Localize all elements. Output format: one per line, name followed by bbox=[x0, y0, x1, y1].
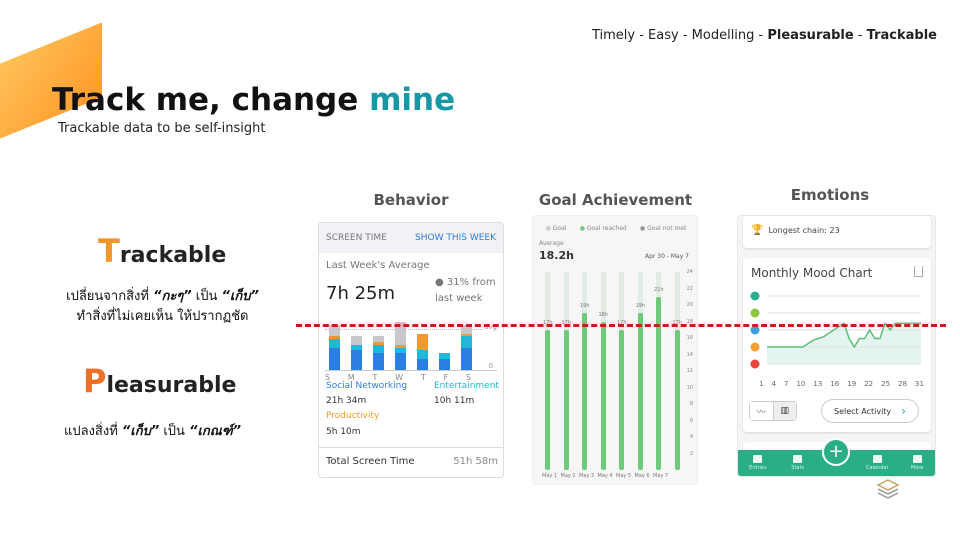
mood-face-icon bbox=[751, 292, 760, 301]
avg-time: 7h 25m bbox=[326, 283, 396, 304]
column-title-behavior: Behavior bbox=[373, 191, 449, 209]
goal-bar bbox=[545, 330, 550, 470]
goal-bar bbox=[619, 330, 624, 470]
select-activity-button[interactable]: Select Activity › bbox=[821, 399, 919, 423]
goal-x-label: May 5 bbox=[616, 473, 632, 479]
screen-time-bar-social bbox=[439, 359, 450, 370]
screen-time-bar-social bbox=[329, 348, 340, 370]
goal-y-tick: 8 bbox=[689, 401, 693, 407]
nav-item-pleasurable: Pleasurable bbox=[767, 28, 854, 43]
screen-time-bar-social bbox=[351, 350, 362, 370]
goal-value-label: 19h bbox=[635, 303, 646, 310]
goal-x-label: May 4 bbox=[597, 473, 613, 479]
screen-time-bar-productivity bbox=[373, 342, 384, 345]
screen-time-bar-entertainment bbox=[417, 350, 428, 358]
cat-entertainment-value: 10h 11m bbox=[434, 396, 475, 406]
screen-time-bar-entertainment bbox=[439, 353, 450, 359]
day-label: F bbox=[443, 373, 449, 382]
goal-value-label: 17h bbox=[617, 319, 627, 326]
goal-bar bbox=[638, 313, 643, 470]
goal-value-label: 19h bbox=[580, 303, 590, 310]
day-label: T bbox=[372, 373, 378, 382]
mood-chart bbox=[743, 288, 931, 380]
longest-chain-card bbox=[743, 216, 931, 248]
mood-area bbox=[767, 323, 921, 364]
add-entry-button[interactable]: + bbox=[822, 438, 850, 466]
goal-legend-item: ● Goal bbox=[545, 225, 567, 232]
goal-x-label: May 1 bbox=[542, 473, 558, 479]
longest-chain-label: Longest chain: 23 bbox=[768, 226, 840, 235]
goal-legend-item: ● Goal reached bbox=[579, 225, 627, 232]
screen-time-bar-productivity bbox=[395, 345, 406, 348]
goal-avg-label: Average bbox=[539, 240, 564, 247]
goal-y-tick: 14 bbox=[686, 351, 693, 358]
screen-time-bar-social bbox=[373, 353, 384, 370]
goal-bar bbox=[656, 297, 661, 470]
tab-stats[interactable]: Stats bbox=[784, 455, 812, 471]
nav-item: - bbox=[853, 28, 867, 43]
nav-item: Timely - Easy - Modelling - bbox=[591, 28, 768, 43]
screen-time-bar-productivity bbox=[417, 334, 428, 351]
goal-value-label: 21h bbox=[654, 286, 664, 293]
page-title: Track me, change mine bbox=[52, 82, 456, 118]
mood-face-icon bbox=[751, 343, 760, 352]
chart-type-toggle bbox=[749, 401, 797, 421]
title-accent: mine bbox=[369, 82, 456, 118]
pleasurable-desc: แปลงสิ่งที่ “เก็บ” เป็น “เกณฑ์” bbox=[63, 424, 242, 439]
tab-entries[interactable]: Entries bbox=[744, 455, 772, 471]
screen-time-panel bbox=[318, 222, 504, 478]
screen-time-bar-social bbox=[395, 353, 406, 370]
axis-avg-label: avg bbox=[484, 323, 497, 331]
goal-y-tick: 10 bbox=[686, 384, 693, 391]
emotions-panel bbox=[737, 215, 936, 477]
goal-y-tick: 16 bbox=[686, 335, 693, 341]
tab-icon bbox=[873, 455, 882, 463]
screen-time-bar-entertainment bbox=[461, 336, 472, 347]
cat-entertainment-label: Entertainment bbox=[434, 381, 499, 391]
tab-icon bbox=[793, 455, 802, 463]
cat-productivity-value: 5h 10m bbox=[326, 427, 361, 437]
goal-x-label: May 2 bbox=[560, 473, 576, 479]
goal-bar bbox=[564, 330, 569, 470]
goal-legend bbox=[539, 225, 693, 232]
goal-y-tick: 4 bbox=[689, 434, 693, 440]
day-label: M bbox=[347, 373, 355, 382]
mood-x-tick: 22 bbox=[864, 380, 874, 388]
mood-x-tick: 10 bbox=[796, 380, 806, 388]
tab-calendar[interactable]: Calendar bbox=[863, 455, 891, 471]
mood-face-icon bbox=[751, 360, 760, 369]
mood-x-axis bbox=[759, 380, 924, 388]
pct-change: ● 31% from last week bbox=[435, 277, 496, 304]
goal-y-tick: 6 bbox=[689, 417, 693, 424]
tab-icon bbox=[753, 455, 762, 463]
cat-social-value: 21h 34m bbox=[326, 396, 367, 406]
avg-label: Last Week's Average bbox=[326, 260, 430, 271]
nav-item-trackable: Trackable bbox=[866, 28, 937, 43]
mood-chart-card bbox=[743, 258, 931, 432]
page-subtitle: Trackable data to be self-insight bbox=[58, 121, 266, 136]
trackable-heading: Trackable bbox=[98, 232, 227, 270]
change-icon: ● bbox=[435, 277, 444, 288]
goal-avg-value: 18.2h bbox=[539, 249, 574, 262]
share-icon[interactable] bbox=[914, 266, 923, 277]
mood-x-tick: 7 bbox=[783, 380, 789, 388]
tab-more[interactable]: More bbox=[903, 455, 931, 471]
mood-x-tick: 1 bbox=[759, 380, 764, 388]
goal-bar bbox=[582, 313, 587, 470]
cat-productivity-label: Productivity bbox=[326, 411, 380, 421]
goal-y-tick: 20 bbox=[686, 302, 693, 308]
column-title-emotions: Emotions bbox=[790, 186, 870, 204]
goal-x-label: May 3 bbox=[579, 473, 595, 479]
screen-time-bar-entertainment bbox=[373, 345, 384, 353]
day-label: S bbox=[325, 373, 331, 382]
trophy-icon: 🏆 bbox=[751, 225, 764, 236]
goal-bar bbox=[601, 322, 606, 471]
day-label: T bbox=[420, 373, 426, 382]
screen-time-bar-social bbox=[461, 348, 472, 370]
bar-icon[interactable]: ▥ bbox=[774, 402, 797, 420]
tab-icon bbox=[913, 455, 922, 463]
goal-date-range: Apr 30 - May 7 bbox=[644, 253, 689, 260]
screen-time-bar-other bbox=[351, 336, 362, 344]
total-screen-time-row[interactable]: Total Screen Time 51h 58m bbox=[319, 447, 504, 467]
goal-y-tick: 22 bbox=[686, 285, 693, 292]
goal-value-label: 17h bbox=[543, 319, 553, 326]
goal-y-tick: 12 bbox=[686, 368, 693, 374]
dashed-divider bbox=[296, 324, 946, 327]
mood-x-tick: 4 bbox=[771, 380, 776, 388]
goal-value-label: 18h bbox=[598, 311, 609, 318]
topic-nav bbox=[592, 28, 937, 43]
mood-x-tick: 16 bbox=[830, 380, 840, 388]
mood-chart-title: Monthly Mood Chart bbox=[751, 266, 873, 280]
goal-value-label: 17h bbox=[561, 319, 572, 326]
cat-social-label: Social Networking bbox=[326, 381, 408, 391]
mood-x-tick: 13 bbox=[813, 380, 823, 388]
goal-bar bbox=[675, 330, 680, 470]
pleasurable-heading: Pleasurable bbox=[83, 362, 237, 400]
trackable-desc: เปลี่ยนจากสิ่งที่ “กะๆ” เป็น “เก็บ” ทำสิ่งที่ไม่เคยเห็น ให้ปรากฏชัด bbox=[66, 289, 259, 324]
goal-y-tick: 24 bbox=[686, 269, 693, 275]
chevron-right-icon: › bbox=[901, 404, 906, 418]
goal-y-tick: 2 bbox=[689, 450, 693, 457]
goal-x-label: May 6 bbox=[634, 473, 650, 479]
goal-y-tick: 18 bbox=[686, 318, 693, 325]
screen-time-bar-entertainment bbox=[329, 339, 340, 347]
mood-x-tick: 25 bbox=[881, 380, 891, 388]
line-icon[interactable]: 〰 bbox=[750, 402, 774, 420]
screen-time-bar-entertainment bbox=[395, 348, 406, 354]
screen-time-bar-productivity bbox=[329, 336, 340, 339]
mood-x-tick: 28 bbox=[898, 380, 907, 388]
screen-time-bar-productivity bbox=[461, 334, 472, 337]
screen-time-bar-other bbox=[373, 336, 384, 342]
goal-panel bbox=[532, 215, 698, 485]
goal-x-label: May 7 bbox=[653, 473, 669, 479]
day-label: W bbox=[395, 373, 404, 382]
screen-time-header: SCREEN TIME SHOW THIS WEEK bbox=[319, 223, 503, 253]
axis-zero-label: 0 bbox=[488, 362, 493, 370]
show-this-week-link[interactable]: SHOW THIS WEEK bbox=[415, 233, 496, 243]
layers-logo-icon bbox=[876, 478, 900, 502]
mood-face-icon bbox=[751, 309, 760, 318]
goal-value-label: 17h bbox=[672, 319, 683, 326]
mood-x-tick: 19 bbox=[847, 380, 857, 388]
goal-legend-item: ● Goal not met bbox=[639, 225, 687, 232]
mood-x-tick: 31 bbox=[915, 380, 924, 388]
screen-time-bar-social bbox=[417, 359, 428, 370]
day-label: S bbox=[465, 373, 471, 382]
column-title-goal: Goal Achievement bbox=[538, 191, 693, 209]
screen-time-bar-entertainment bbox=[351, 345, 362, 351]
